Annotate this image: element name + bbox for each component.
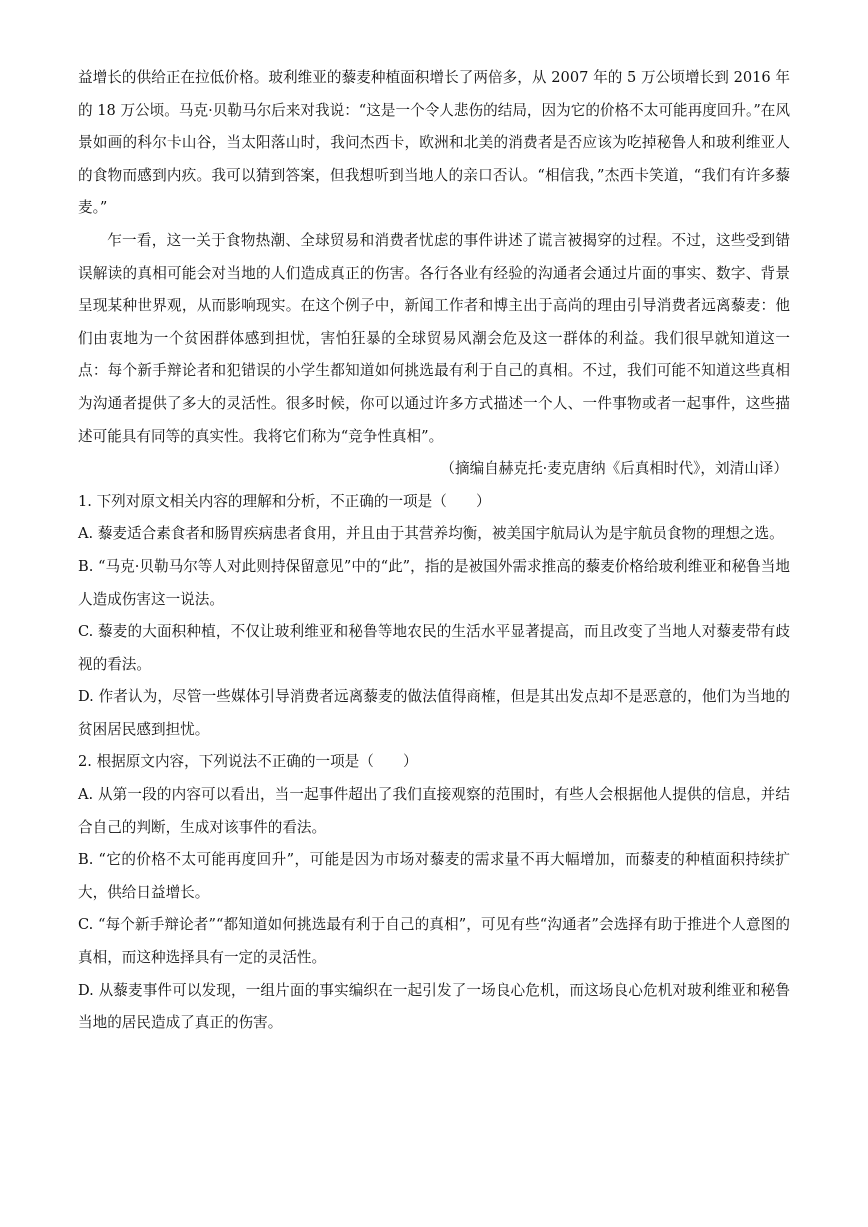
option-d: D. 作者认为，尽管一些媒体引导消费者远离藜麦的做法值得商榷，但是其出发点却不是恶意的，他们为当地的贫困居民感到担忧。 [78, 688, 790, 738]
passage-paragraph-2: 乍一看，这一关于食物热潮、全球贸易和消费者忧虑的事件讲述了谎言被揭穿的过程。不过，这些受到错误解读的真相可能会对当地的人们造成真正的伤害。各行各业有经验的沟通者会通过片面的事实、数字、背景呈现某种世界观，从而影响现实。在这个例子中，新闻工作者和博主出于高尚的理由引导消费者远离藜麦：他们由衷地为一个贫困群体感到担忧，害怕狂暴的全球贸易风潮会危及这一群体的利益。我们很早就知道这一点：每个新手辩论者和犯错误的小学生都知道如何挑选最有利于自己的真相。不过，我们可能不知道这些真相为沟通者提供了多大的灵活性。很多时候，你可以通过许多方式描述一个人、一件事物或者一起事件，这些描述可能具有同等的真实性。我将它们称为“竞争性真相”。 [78, 231, 790, 445]
option-b: B. “马克·贝勒马尔等人对此则持保留意见”中的“此”，指的是被国外需求推高的藜麦价格给玻利维亚和秘鲁当地人造成伤害这一说法。 [78, 557, 790, 608]
option-c: C. 藜麦的大面积种植，不仅让玻利维亚和秘鲁等地农民的生活水平显著提高，而且改变了当地人对藜麦带有歧视的看法。 [78, 623, 790, 673]
question-stem: 2. 根据原文内容，下列说法不正确的一项是（ ） [78, 753, 418, 771]
source-attribution: （摘编自赫克托·麦克唐纳《后真相时代》，刘清山译） [440, 460, 788, 478]
option-c: C. “每个新手辩论者”“都知道如何挑选最有利于自己的真相”，可见有些“沟通者”会选择有助于推进个人意图的真相，而这种选择具有一定的灵活性。 [78, 916, 790, 967]
option-a: A. 从第一段的内容可以看出，当一起事件超出了我们直接观察的范围时，有些人会根据他人提供的信息，并结合自己的判断，生成对该事件的看法。 [78, 786, 790, 836]
document-page [78, 62, 790, 1040]
question-2 [78, 746, 790, 1039]
passage-paragraph-1: 益增长的供给正在拉低价格。玻利维亚的藜麦种植面积增长了两倍多，从 2007 年的 5 万公顷增长到 2016 年的 18 万公顷。马克·贝勒马尔后来对我说：“这是一个令人悲伤的结局，因为它的价格不太可能再度回升。”在风景如画的科尔卡山谷，当太阳落山时，我问杰西卡，欧洲和北美的消费者是否应该为吃掉秘鲁人和玻利维亚人的食物而感到内疚。我可以猜到答案，但我想听到当地人的亲口否认。“相信我，”杰西卡笑道，“我们有许多藜麦。” [78, 69, 790, 217]
question-1 [78, 486, 790, 747]
option-a: A. 藜麦适合素食者和肠胃疾病患者食用，并且由于其营养均衡，被美国宇航局认为是宇航员食物的理想之选。 [78, 525, 784, 543]
question-stem: 1. 下列对原文相关内容的理解和分析，不正确的一项是（ ） [78, 492, 491, 510]
option-b: B. “它的价格不太可能再度回升”，可能是因为市场对藜麦的需求量不再大幅增加，而藜麦的种植面积持续扩大，供给日益增长。 [78, 851, 790, 901]
option-d: D. 从藜麦事件可以发现，一组片面的事实编织在一起引发了一场良心危机，而这场良心危机对玻利维亚和秘鲁当地的居民造成了真正的伤害。 [78, 981, 790, 1032]
